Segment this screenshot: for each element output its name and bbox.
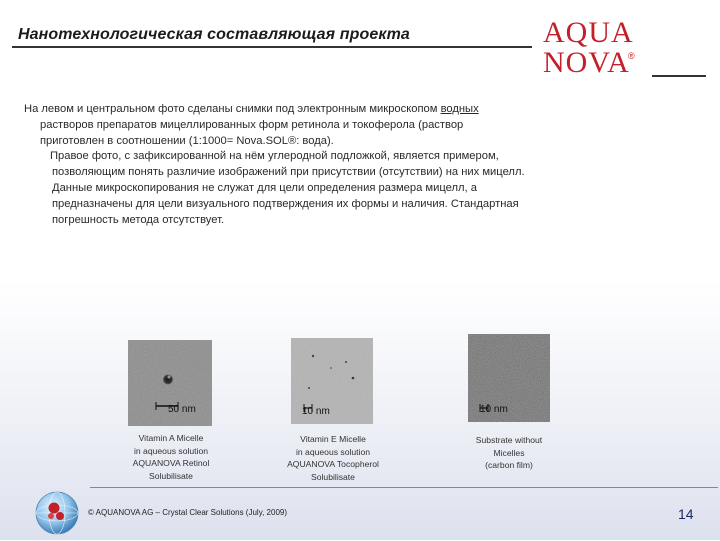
aquanova-logo-nova: NOVA: [543, 46, 630, 79]
globe-icon: [34, 490, 80, 541]
scale-label-1: 50 nm: [168, 404, 196, 415]
scale-label-3: 10 nm: [480, 404, 508, 415]
p2-line-3: Данные микроскопирования не служат для цели определения размера мицелл, а: [52, 181, 477, 194]
caption-2-line-1: Vitamin E Micelle: [300, 434, 366, 444]
caption-3-line-2: Micelles: [493, 447, 525, 458]
p1-line-3: приготовлен в соотношении (1:1000= Nova.SOL®: вода).: [40, 134, 334, 147]
caption-1-line-4: Solubilisate: [149, 470, 193, 481]
paragraph-1: [24, 102, 684, 149]
underlined-word: водных: [440, 103, 479, 115]
caption-2-line-2: in aqueous solution: [295, 446, 371, 457]
caption-3-line-3: (carbon film): [485, 460, 533, 471]
caption-carbon-film: [444, 434, 574, 472]
p2-line-1: Правое фото, с зафиксированной на нём углеродной подложкой, является примером,: [50, 150, 499, 163]
slide-title: Нанотехнологическая составляющая проекта: [18, 26, 410, 43]
scale-label-2: 10 nm: [302, 406, 330, 417]
caption-3-line-1: Substrate without: [475, 435, 543, 445]
caption-1-line-3: AQUANOVA Retinol: [132, 458, 210, 469]
caption-vitamin-e: [268, 433, 398, 483]
page-number: 14: [678, 506, 694, 522]
logo-underline: [652, 75, 706, 77]
p2-line-4: предназначены для цели визуального подтверждения их формы и наличия. Стандартная: [52, 197, 519, 210]
caption-1-line-1: Vitamin A Micelle: [138, 433, 204, 443]
footer-copyright: © AQUANOVA AG – Crystal Clear Solutions (July, 2009): [88, 508, 288, 517]
caption-2-line-3: AQUANOVA Tocopherol: [287, 459, 379, 470]
paragraph-2: [24, 149, 684, 228]
p1-line-2: растворов препаратов мицеллированных форм ретинола и токоферола (раствор: [40, 118, 464, 131]
caption-2-line-4: Solubilisate: [311, 471, 355, 482]
p2-line-5: погрешность метода отсутствует.: [52, 213, 225, 226]
title-underline: [12, 46, 532, 48]
logo-registered-mark: ®: [628, 51, 635, 61]
caption-1-line-2: in aqueous solution: [133, 445, 209, 456]
description-text: [24, 102, 684, 228]
p2-line-2: позволяющим понять различие изображений при присутствии (отсутствии) на них мицелл.: [52, 166, 525, 179]
footer-divider: [90, 487, 718, 488]
caption-vitamin-a: [106, 432, 236, 482]
p1-line-1: На левом и центральном фото сделаны снимки под электронным микроскопом водных: [24, 103, 479, 115]
aquanova-logo-aqua: AQUA: [543, 16, 634, 49]
